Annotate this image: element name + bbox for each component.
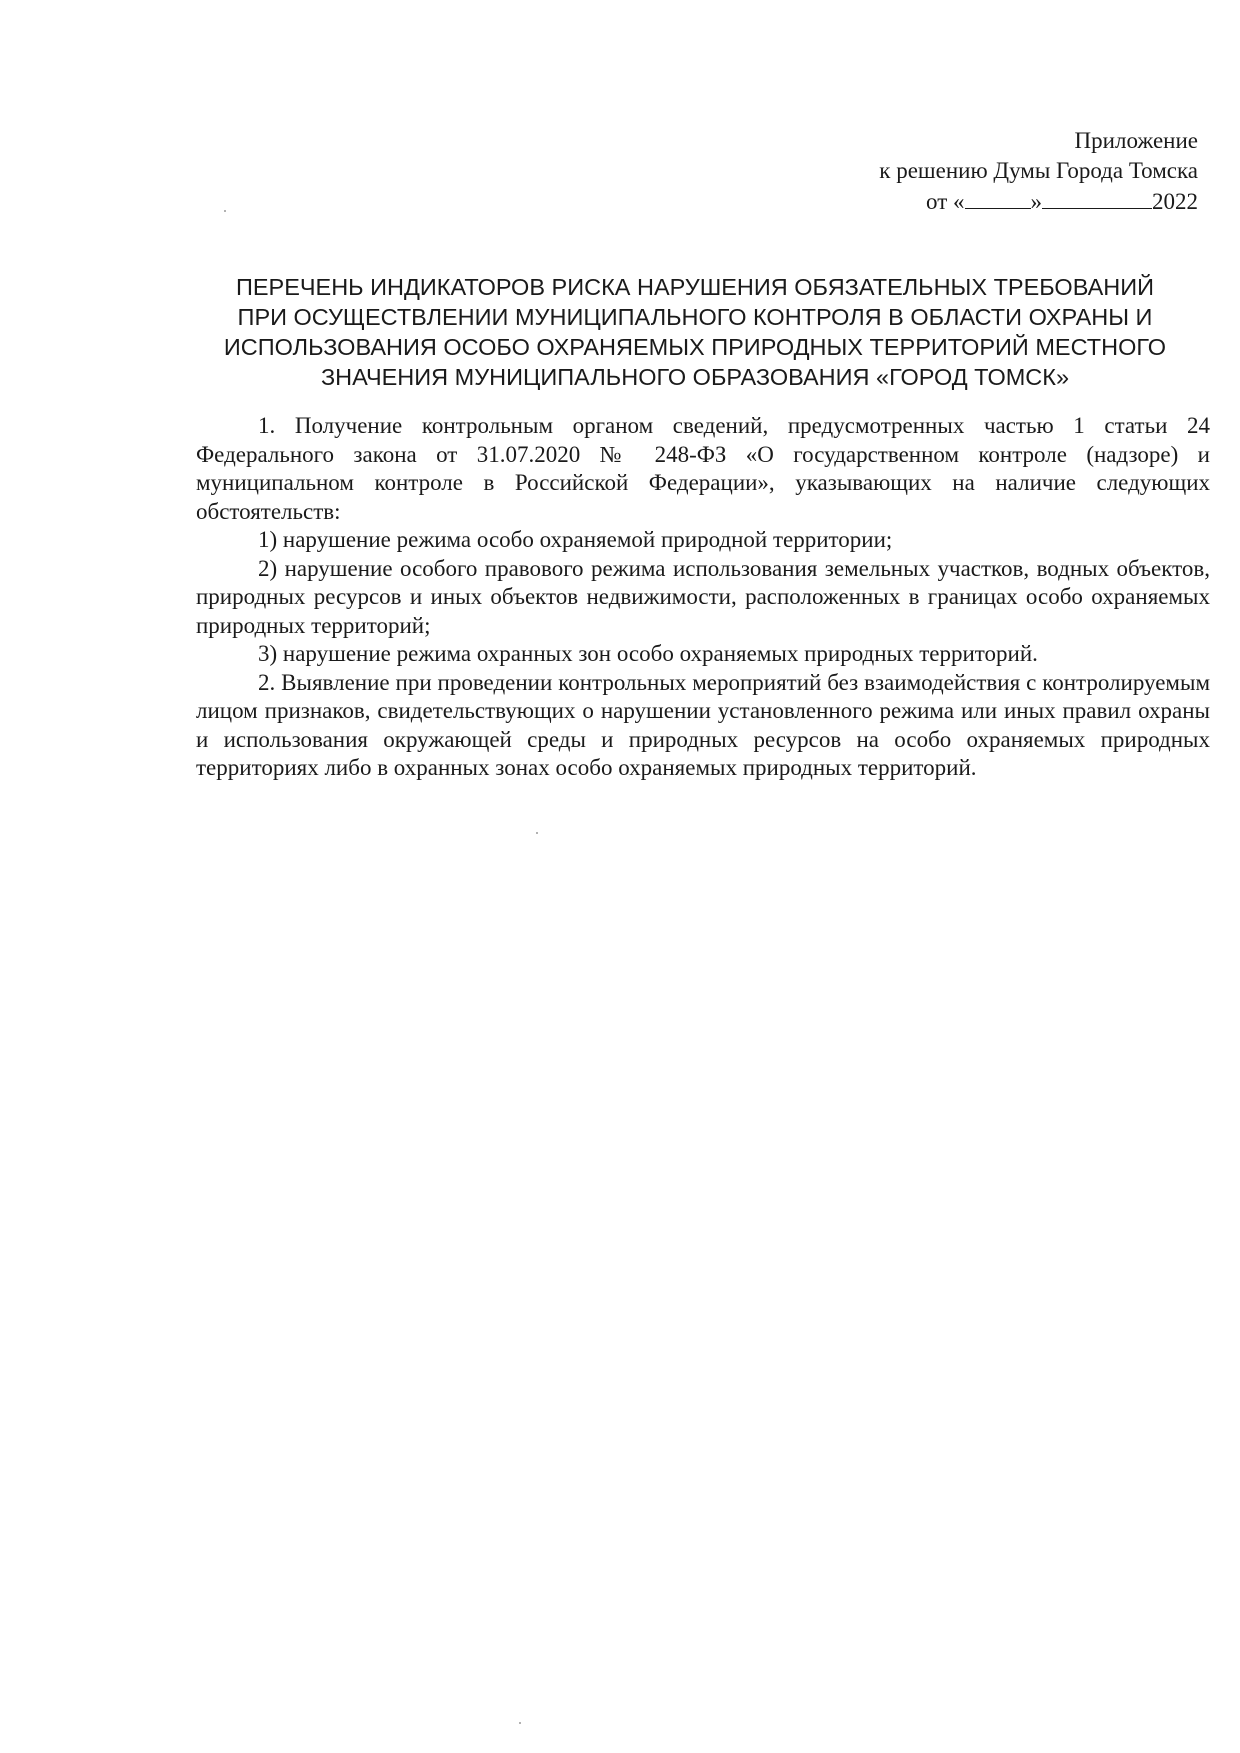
approval-label: Приложение xyxy=(1074,128,1198,153)
title-line-4: ЗНАЧЕНИЯ МУНИЦИПАЛЬНОГО ОБРАЗОВАНИЯ «ГОРОД ТОМСК» xyxy=(320,364,1070,390)
list-item-1: 1) нарушение режима особо охраняемой природной территории; xyxy=(258,527,893,552)
list-item-2: 2) нарушение особого правового режима использования земельных участков, водных объектов, природных ресурсов и иных объектов недвижимости, расположенных в границах особо охраняемых природных территорий; xyxy=(196,555,1210,638)
title-line-2: ПРИ ОСУЩЕСТВЛЕНИИ МУНИЦИПАЛЬНОГО КОНТРОЛЯ В ОБЛАСТИ ОХРАНЫ И xyxy=(237,304,1153,330)
date-mid: » xyxy=(1030,189,1042,214)
scan-speck xyxy=(519,1722,521,1724)
title-line-3: ИСПОЛЬЗОВАНИЯ ОСОБО ОХРАНЯЕМЫХ ПРИРОДНЫХ ТЕРРИТОРИЙ МЕСТНОГО xyxy=(223,334,1167,360)
paragraph-1: 1. Получение контрольным органом сведений, предусмотренных частью 1 статьи 24 Федерального закона от 31.07.2020 № 248-ФЗ «О государственном контроле (надзоре) и муниципальном контроле в Российской Федерации», указывающих на наличие следующих обстоятельств: xyxy=(196,413,1210,524)
document-title xyxy=(180,272,1210,392)
document-body xyxy=(196,412,1210,783)
approval-decision-ref: к решению Думы Города Томска xyxy=(879,158,1198,183)
paragraph-2: 2. Выявление при проведении контрольных мероприятий без взаимодействия с контролируемым лицом признаков, свидетельствующих о нарушении установленного режима или иных правил охраны и использования окружающей среды и природных ресурсов на особо охраняемых природных территориях либо в охранных зонах особо охраняемых природных территорий. xyxy=(196,669,1210,780)
date-prefix: от « xyxy=(926,189,965,214)
title-line-1: ПЕРЕЧЕНЬ ИНДИКАТОРОВ РИСКА НАРУШЕНИЯ ОБЯЗАТЕЛЬНЫХ ТРЕБОВАНИЙ xyxy=(235,274,1155,300)
scan-speck xyxy=(224,210,226,212)
date-month-blank xyxy=(1042,186,1152,209)
date-day-blank xyxy=(965,186,1031,209)
list-item-3: 3) нарушение режима охранных зон особо охраняемых природных территорий. xyxy=(258,641,1038,666)
approval-block xyxy=(678,126,1198,217)
approval-date xyxy=(678,186,1198,217)
date-year: 2022 xyxy=(1152,189,1198,214)
scan-speck xyxy=(536,832,538,834)
